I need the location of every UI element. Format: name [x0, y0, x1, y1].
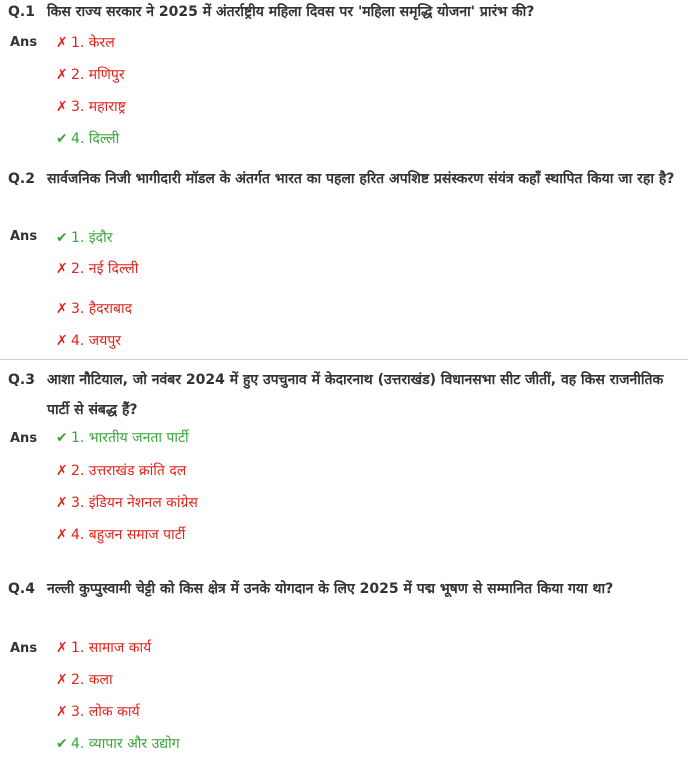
option-4[interactable]: [56, 734, 180, 753]
cross-icon: ✗: [56, 526, 68, 543]
option-text: 2. मणिपुर: [71, 67, 125, 83]
cross-icon: ✗: [56, 703, 68, 720]
cross-icon: ✗: [56, 300, 68, 317]
option-text: 1. इंदौर: [71, 230, 113, 246]
option-4[interactable]: [56, 525, 185, 544]
cross-icon: ✗: [56, 494, 68, 511]
option-text: 1. भारतीय जनता पार्टी: [71, 430, 189, 446]
cross-icon: ✗: [56, 332, 68, 349]
option-2[interactable]: [56, 670, 113, 689]
question-number: Q.1: [8, 4, 35, 20]
check-icon: ✔: [56, 130, 68, 147]
question-number: Q.4: [8, 581, 35, 597]
question-number: Q.3: [8, 372, 35, 388]
answer-label: Ans: [10, 641, 38, 656]
option-text: 4. जयपुर: [71, 333, 121, 349]
option-3[interactable]: [56, 493, 198, 512]
option-text: 4. दिल्ली: [71, 131, 120, 147]
question-number: Q.2: [8, 171, 35, 187]
cross-icon: ✗: [56, 671, 68, 688]
cross-icon: ✗: [56, 34, 68, 51]
question-text: सार्वजनिक निजी भागीदारी मॉडल के अंतर्गत भारत का पहला हरित अपशिष्ट प्रसंस्करण संयंत्र कहाँ स्थापित किया जा रहा है?: [47, 171, 675, 187]
answer-label: Ans: [10, 35, 38, 50]
check-icon: ✔: [56, 229, 68, 246]
option-text: 3. लोक कार्य: [71, 704, 140, 720]
option-text: 4. बहुजन समाज पार्टी: [71, 527, 186, 543]
check-icon: ✔: [56, 429, 68, 446]
question-text: किस राज्य सरकार ने 2025 में अंतर्राष्ट्रीय महिला दिवस पर 'महिला समृद्धि योजना' प्रारंभ की?: [47, 4, 535, 20]
option-text: 1. केरल: [71, 35, 115, 51]
cross-icon: ✗: [56, 66, 68, 83]
option-text: 2. कला: [71, 672, 113, 688]
answer-label: Ans: [10, 229, 38, 244]
question-text: नल्ली कुप्पुस्वामी चेट्टी को किस क्षेत्र में उनके योगदान के लिए 2025 में पद्म भूषण से सम्मानित किया गया था?: [47, 581, 614, 597]
option-1[interactable]: [56, 428, 189, 447]
option-2[interactable]: [56, 259, 138, 278]
option-3[interactable]: [56, 97, 126, 116]
option-text: 3. महाराष्ट्र: [71, 99, 126, 115]
cross-icon: ✗: [56, 639, 68, 656]
option-2[interactable]: [56, 461, 186, 480]
option-text: 3. हैदराबाद: [71, 301, 133, 317]
option-3[interactable]: [56, 702, 140, 721]
answer-label: Ans: [10, 431, 38, 446]
option-4[interactable]: [56, 129, 119, 148]
divider: [0, 359, 688, 360]
cross-icon: ✗: [56, 462, 68, 479]
option-text: 1. सामाज कार्य: [71, 640, 152, 656]
option-text: 4. व्यापार और उद्योग: [71, 736, 180, 752]
cross-icon: ✗: [56, 260, 68, 277]
option-3[interactable]: [56, 299, 132, 318]
option-4[interactable]: [56, 331, 121, 350]
option-2[interactable]: [56, 65, 125, 84]
option-text: 3. इंडियन नेशनल कांग्रेस: [71, 495, 198, 511]
option-text: 2. नई दिल्ली: [71, 261, 139, 277]
option-1[interactable]: [56, 228, 112, 247]
option-1[interactable]: [56, 638, 151, 657]
check-icon: ✔: [56, 735, 68, 752]
option-text: 2. उत्तराखंड क्रांति दल: [71, 463, 187, 479]
question-text: आशा नौटियाल, जो नवंबर 2024 में हुए उपचुनाव में केदारनाथ (उत्तराखंड) विधानसभा सीट जीतीं, वह किस राजनीतिक पार्टी से संबद्ध हैं?: [47, 372, 664, 418]
option-1[interactable]: [56, 33, 115, 52]
cross-icon: ✗: [56, 98, 68, 115]
